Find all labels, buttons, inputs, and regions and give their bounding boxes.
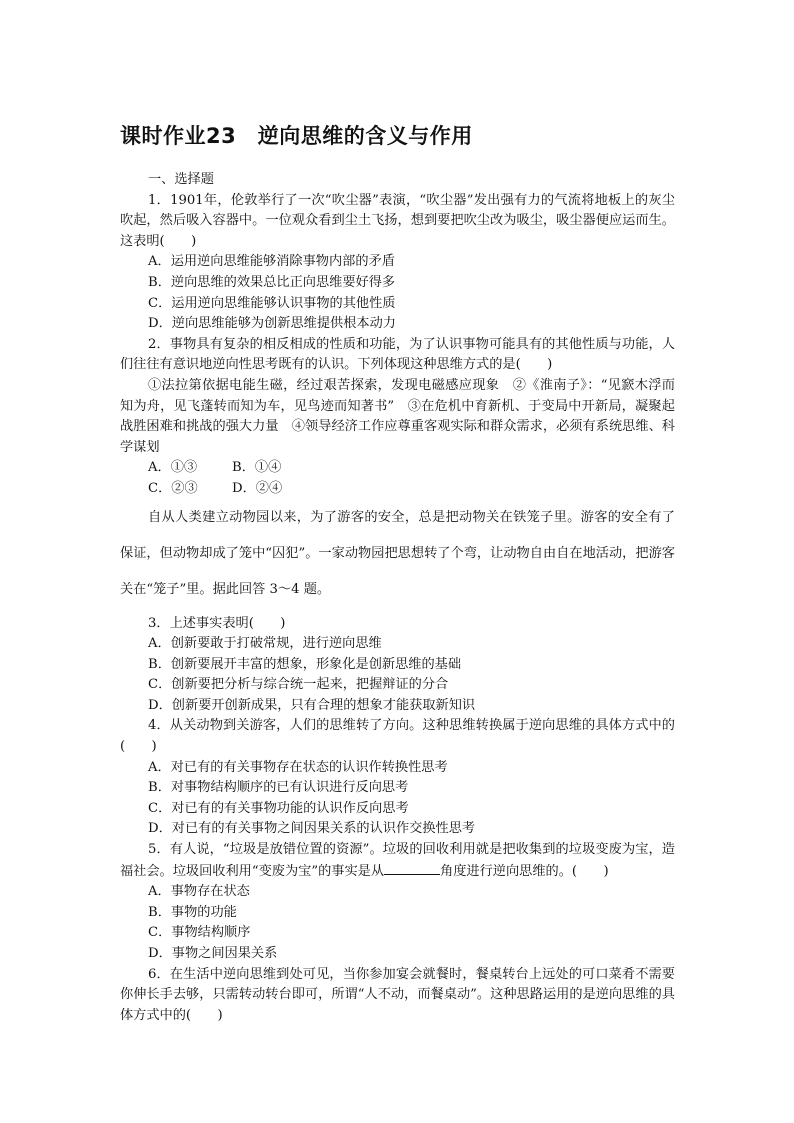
question-5-stem-after: 角度进行逆向思维的。( ) <box>440 863 609 879</box>
question-3-option-a: A．创新要敢于打破常规，进行逆向思维 <box>148 636 382 652</box>
question-5-stem-before: 5．有人说，“垃圾是放错位置的资源”。垃圾的回收利用就是把收集到的垃圾变废为宝，造福社会。垃圾回收利用“变废为宝”的事实是从 <box>120 842 675 879</box>
question-5-option-b: B．事物的功能 <box>148 904 237 920</box>
question-3-option-c: C．创新要把分析与综合统一起来，把握辩证的分合 <box>148 677 449 693</box>
document-body <box>120 170 675 1026</box>
page-title: 课时作业23 逆向思维的含义与作用 <box>120 124 473 148</box>
question-1-option-c: C．运用逆向思维能够认识事物的其他性质 <box>148 295 396 311</box>
question-4-option-d: D．对已有的有关事物之间因果关系的认识作交换性思考 <box>148 821 476 837</box>
question-1-option-a: A．运用逆向思维能够消除事物内部的矛盾 <box>148 254 395 270</box>
question-5-option-c: C．事物结构顺序 <box>148 925 251 941</box>
question-2-option-a: A．①③ <box>148 460 198 476</box>
question-6-stem: 6．在生活中逆向思维到处可见，当你参加宴会就餐时，餐桌转台上远处的可口菜肴不需要你伸长手去够，只需转动转台即可，所谓“人不动，而餐桌动”。这种思路运用的是逆向思维的具体方式中的( ) <box>120 966 675 1023</box>
answer-blank <box>384 861 440 875</box>
question-2-material: ①法拉第依据电能生磁，经过艰苦探索，发现电磁感应现象 ②《淮南子》：“见窾木浮而知为舟，见飞蓬转而知为车，见鸟迹而知著书” ③在危机中育新机、于变局中开新局，凝聚起战胜困难和挑战的强大力量 ④领导经济工作应尊重客观实际和群众需求，必须有系统思维、科学谋划 <box>120 377 675 455</box>
question-3-option-b: B．创新要展开丰富的想象，形象化是创新思维的基础 <box>148 656 462 672</box>
question-3-option-d: D．创新要开创新成果，只有合理的想象才能获取新知识 <box>148 697 476 713</box>
question-4-option-a: A．对已有的有关事物存在状态的认识作转换性思考 <box>148 759 448 775</box>
question-2-option-c: C．②③ <box>148 480 198 496</box>
question-5-option-a: A．事物存在状态 <box>148 884 250 900</box>
question-1-option-b: B．逆向思维的效果总比正向思维要好得多 <box>148 274 396 290</box>
question-2-stem: 2．事物具有复杂的相反相成的性质和功能，为了认识事物可能具有的其他性质与功能，人们往往有意识地逆向性思考既有的认识。下列体现这种思维方式的是( ) <box>120 336 675 373</box>
question-2-options-row-2 <box>120 479 675 500</box>
reading-passage: 自从人类建立动物园以来，为了游客的安全，总是把动物关在铁笼子里。游客的安全有了保证，但动物却成了笼中“囚犯”。一家动物园把思想转了个弯，让动物自由自在地活动，把游客关在“笼子”里。据此回答 3～4 题。 <box>120 509 675 597</box>
question-5-option-d: D．事物之间因果关系 <box>148 946 278 961</box>
question-3-stem: 3．上述事实表明( ) <box>148 615 286 631</box>
question-1-option-d: D．逆向思维能够为创新思维提供根本动力 <box>148 316 396 332</box>
question-2-option-b: B．①④ <box>232 460 282 476</box>
section-heading: 一、选择题 <box>148 172 214 187</box>
question-5-stem <box>120 840 675 882</box>
question-4-option-b: B．对事物结构顺序的已有认识进行反向思考 <box>148 780 409 796</box>
question-4-option-c: C．对已有的有关事物功能的认识作反向思考 <box>148 800 409 816</box>
question-4-stem: 4．从关动物到关游客，人们的思维转了方向。这种思维转换属于逆向思维的具体方式中的( ) <box>120 718 675 755</box>
question-2-option-d: D．②④ <box>232 480 283 496</box>
question-1-stem: 1．1901年，伦敦举行了一次“吹尘器”表演，“吹尘器”发出强有力的气流将地板上的灰尘吹起，然后吸入容器中。一位观众看到尘土飞扬，想到要把吹尘改为吸尘，吸尘器便应运而生。这表明( ) <box>120 192 675 249</box>
question-2-options-row-1 <box>120 458 675 479</box>
